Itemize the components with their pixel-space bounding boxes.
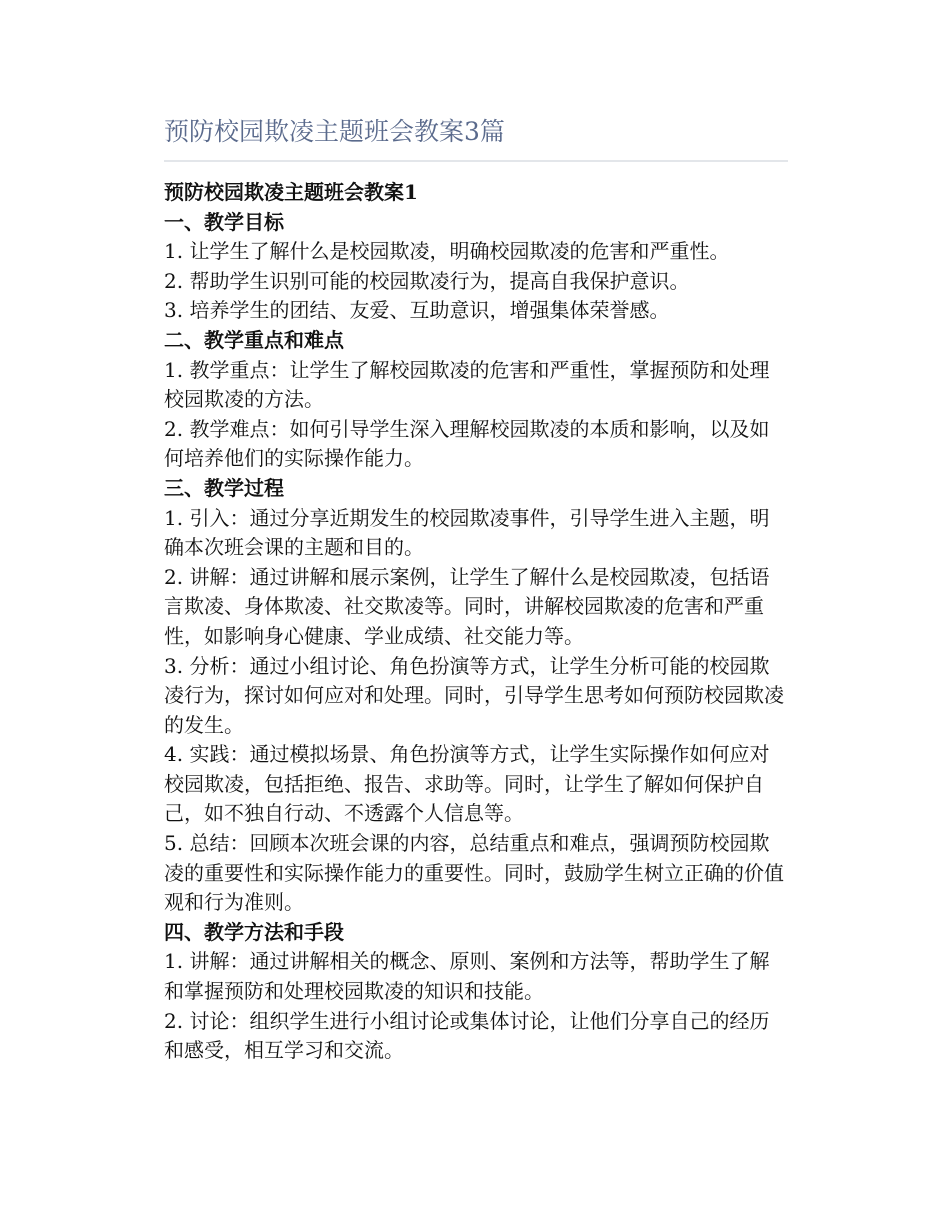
section-teaching-methods	[164, 918, 788, 1066]
document-title: 预防校园欺凌主题班会教案3篇	[164, 112, 788, 162]
section-key-points	[164, 326, 788, 474]
document-page	[164, 112, 788, 1066]
paragraph: 2. 教学难点：如何引导学生深入理解校园欺凌的本质和影响，以及如何培养他们的实际操作能力。	[164, 416, 770, 471]
section-heading: 四、教学方法和手段	[164, 919, 344, 944]
paragraph: 1. 引入：通过分享近期发生的校园欺凌事件，引导学生进入主题，明确本次班会课的主题和目的。	[164, 505, 770, 560]
paragraph: 1. 让学生了解什么是校园欺凌，明确校园欺凌的危害和严重性。	[164, 239, 730, 264]
paragraph: 3. 培养学生的团结、友爱、互助意识，增强集体荣誉感。	[164, 298, 670, 323]
paragraph: 1. 讲解：通过讲解相关的概念、原则、案例和方法等，帮助学生了解和掌握预防和处理校园欺凌的知识和技能。	[164, 949, 770, 1004]
paragraph: 5. 总结：回顾本次班会课的内容，总结重点和难点，强调预防校园欺凌的重要性和实际操作能力的重要性。同时，鼓励学生树立正确的价值观和行为准则。	[164, 831, 784, 915]
document-body	[164, 178, 788, 1066]
section-heading: 二、教学重点和难点	[164, 327, 344, 352]
paragraph: 2. 讨论：组织学生进行小组讨论或集体讨论，让他们分享自己的经历和感受，相互学习和交流。	[164, 1008, 770, 1063]
section-heading: 一、教学目标	[164, 209, 284, 234]
paragraph: 3. 分析：通过小组讨论、角色扮演等方式，让学生分析可能的校园欺凌行为，探讨如何应对和处理。同时，引导学生思考如何预防校园欺凌的发生。	[164, 653, 784, 737]
section-teaching-goals	[164, 208, 788, 326]
paragraph: 1. 教学重点：让学生了解校园欺凌的危害和严重性，掌握预防和处理校园欺凌的方法。	[164, 357, 770, 412]
paragraph: 2. 讲解：通过讲解和展示案例，让学生了解什么是校园欺凌，包括语言欺凌、身体欺凌、社交欺凌等。同时，讲解校园欺凌的危害和严重性，如影响身心健康、学业成绩、社交能力等。	[164, 564, 770, 648]
section-title: 预防校园欺凌主题班会教案1	[164, 180, 418, 204]
section-teaching-process	[164, 474, 788, 918]
paragraph: 2. 帮助学生识别可能的校园欺凌行为，提高自我保护意识。	[164, 268, 690, 293]
section-heading: 三、教学过程	[164, 475, 284, 500]
paragraph: 4. 实践：通过模拟场景、角色扮演等方式，让学生实际操作如何应对校园欺凌，包括拒绝、报告、求助等。同时，让学生了解如何保护自己，如不独自行动、不透露个人信息等。	[164, 742, 770, 826]
